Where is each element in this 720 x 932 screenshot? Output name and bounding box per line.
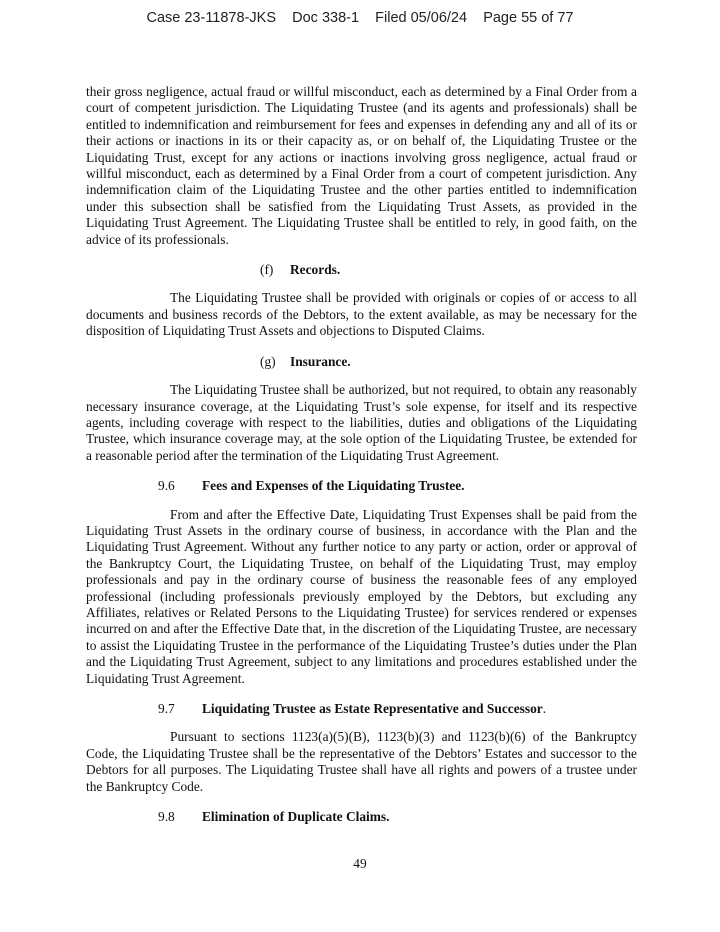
indemnification-paragraph: their gross negligence, actual fraud or willful misconduct, each as determined by a Final Order from a court of competent jurisdiction. The Liquidating Trustee (and its agents and professionals) shall be entitled to indemnification and reimbursement for fees and expenses in defending any and all of its or their actions or inactions in its or their capacity as, or on behalf of, the Liquidating Trustee or the Liquidating Trust, except for any actions or inactions involving gross negligence, actual fraud or willful misconduct, each as determined by a Final Order from a court of competent jurisdiction. Any indemnification claim of the Liquidating Trustee and the other parties entitled to indemnification under this subsection shall be satisfied from the Liquidating Trust Assets, as provided in the Liquidating Trust Agreement. The Liquidating Trustee shall be entitled to rely, in good faith, on the advice of its professionals. [86,84,637,247]
document-body [86,84,637,825]
heading-insurance-title: Insurance. [290,353,351,369]
section-9-7-title: Liquidating Trustee as Estate Representative and Successor [202,701,543,716]
page-number: 49 [353,856,367,871]
filing-header [0,10,720,26]
section-9-7-number: 9.7 [158,701,175,716]
page-count: Page 55 of 77 [483,10,574,26]
heading-section-9-6 [86,478,637,494]
heading-records-title: Records. [290,262,341,278]
heading-section-9-7 [86,701,637,717]
heading-records-number: (f) [260,262,274,278]
representative-paragraph: Pursuant to sections 1123(a)(5)(B), 1123(b)(3) and 1123(b)(6) of the Bankruptcy Code, the Liquidating Trustee shall be the representative of the Debtors’ Estates and successor to the Debtors for all purposes. The Liquidating Trustee shall have all rights and powers of a trustee under the Bankruptcy Code. [86,729,637,794]
section-9-6-title: Fees and Expenses of the Liquidating Trustee. [202,478,465,494]
section-9-6-number: 9.6 [158,478,175,494]
records-paragraph: The Liquidating Trustee shall be provided with originals or copies of or access to all documents and business records of the Debtors, to the extent available, as may be necessary for the disposition of Liquidating Trust Assets and objections to Disputed Claims. [86,290,637,339]
heading-insurance-number: (g) [260,353,276,369]
section-9-8-title: Elimination of Duplicate Claims. [202,809,390,825]
heading-insurance [86,354,637,370]
section-9-7-period: . [542,701,547,716]
insurance-paragraph: The Liquidating Trustee shall be authorized, but not required, to obtain any reasonably necessary insurance coverage, at the Liquidating Trust’s sole expense, for itself and its respective agents, including coverage with respect to the liabilities, duties and obligations of the Liquidating Trustee, which insurance coverage may, at the sole option of the Liquidating Trustee, be extended for a reasonable period after the termination of the Liquidating Trust Agreement. [86,382,637,463]
doc-number: Doc 338-1 [292,10,360,26]
heading-records [86,262,637,278]
section-9-8-number: 9.8 [158,809,175,825]
case-number: Case 23-11878-JKS [146,10,276,26]
filed-date: Filed 05/06/24 [375,10,468,26]
heading-section-9-8 [86,809,637,825]
fees-paragraph: From and after the Effective Date, Liquidating Trust Expenses shall be paid from the Liquidating Trust Assets in the ordinary course of business, in accordance with the Plan and the Liquidating Trust Agreement. Without any further notice to any party or action, order or approval of the Bankruptcy Court, the Liquidating Trustee, on behalf of the Liquidating Trust, may employ professionals and pay in the ordinary course of business the reasonable fees of any employed professional (including professionals previously employed by the Debtors, but excluding any Affiliates, relatives or Related Persons to the Liquidating Trustee) for services rendered or expenses incurred on and after the Effective Date that, in the discretion of the Liquidating Trustee, are necessary to assist the Liquidating Trustee in the performance of the Liquidating Trustee’s duties under the Plan and the Liquidating Trust Agreement, subject to any limitations and procedures established under the Liquidating Trust Agreement. [86,506,637,686]
